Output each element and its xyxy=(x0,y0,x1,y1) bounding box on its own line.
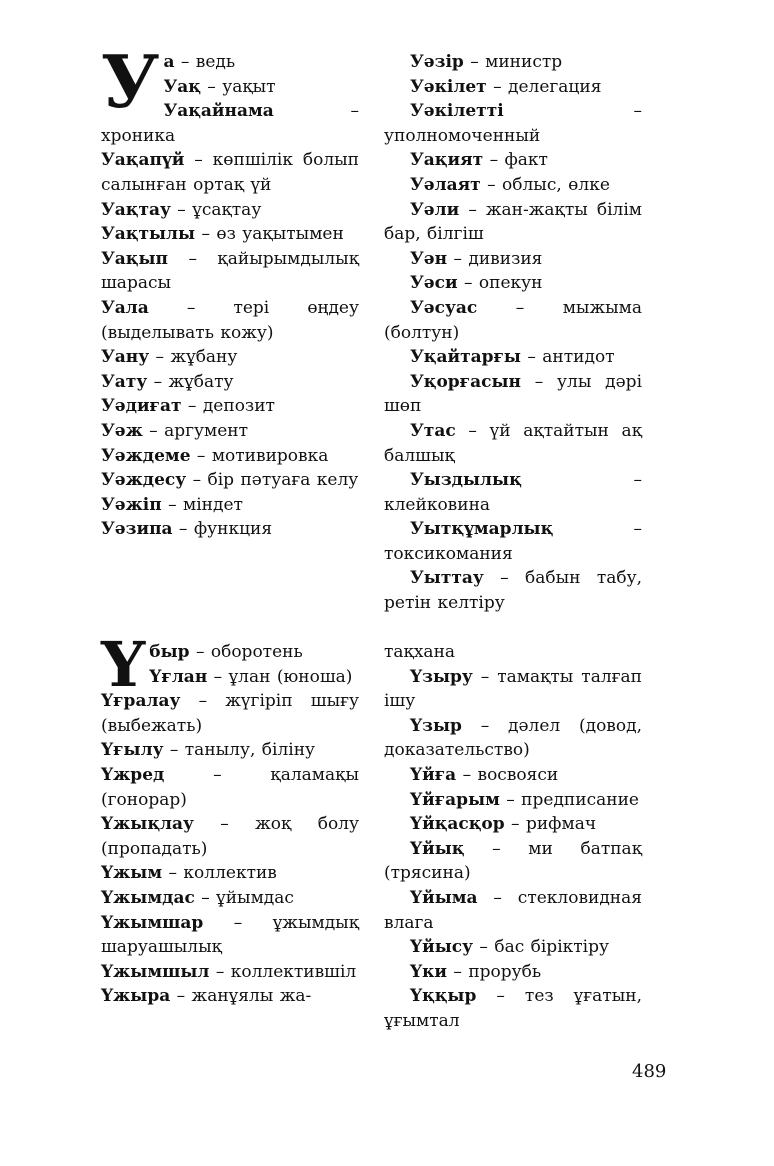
definition: – жұбату xyxy=(147,371,234,392)
dictionary-entry xyxy=(101,763,359,812)
headword: Утас xyxy=(410,420,456,441)
dictionary-entry xyxy=(384,75,642,100)
headword: Уәли xyxy=(410,199,460,220)
headword: Уәкілет xyxy=(410,76,487,97)
dictionary-entry xyxy=(384,198,642,247)
headword: Үзыру xyxy=(410,666,473,687)
headword: Үққыр xyxy=(410,986,477,1007)
definition: – жұбану xyxy=(149,347,238,368)
headword: Уәлаят xyxy=(410,174,481,195)
dictionary-entry xyxy=(384,50,642,75)
dictionary-entry xyxy=(384,247,642,272)
headword: Уақтау xyxy=(101,199,171,220)
headword: Уақият xyxy=(410,150,484,171)
dictionary-entry xyxy=(101,468,359,493)
headword: Уақтылы xyxy=(101,224,196,245)
definition: – предписание xyxy=(499,789,639,810)
headword: Уқайтарғы xyxy=(410,347,521,368)
headword: Үйыма xyxy=(410,887,478,908)
dictionary-entry xyxy=(384,714,642,763)
headword: Уату xyxy=(101,371,148,392)
definition: – дивизия xyxy=(447,248,543,269)
definition: – көпшілік болып салынған ортақ үй xyxy=(101,150,359,195)
headword: Үғралау xyxy=(101,691,181,712)
headword: Үғылу xyxy=(101,740,164,761)
dictionary-entry xyxy=(384,837,642,886)
headword: Уақ xyxy=(163,76,201,97)
headword: Үйысу xyxy=(410,937,474,958)
definition: – аргумент xyxy=(142,420,249,441)
dictionary-entry xyxy=(384,984,642,1033)
headword: Үжред xyxy=(101,764,165,785)
headword: Уәси xyxy=(410,273,458,294)
dictionary-entry xyxy=(384,960,642,985)
definition: – министр xyxy=(463,52,563,72)
definition: – функция xyxy=(172,519,273,540)
right-column xyxy=(384,50,642,616)
dictionary-entry xyxy=(101,148,359,197)
definition: – қайырымдылық шарасы xyxy=(101,248,359,294)
dictionary-entry xyxy=(384,517,642,566)
headword: Үйғарым xyxy=(410,789,500,810)
dictionary-entry xyxy=(384,99,642,148)
definition: – восвояси xyxy=(456,764,559,785)
dictionary-entry xyxy=(384,566,642,615)
dictionary-entry xyxy=(384,296,642,345)
headword: Уәсуас xyxy=(410,297,478,318)
headword: Уақып xyxy=(101,248,168,269)
definition: – рифмач xyxy=(504,814,597,835)
headword: Үки xyxy=(410,961,448,982)
definition: – мыжыма (болтун) xyxy=(384,297,642,343)
definition: – мотивировка xyxy=(190,445,329,466)
headword: Уәдиғат xyxy=(101,396,182,417)
dictionary-entry xyxy=(101,444,359,469)
definition: – тез ұғатын, ұғымтал xyxy=(384,986,642,1031)
definition: – коллектившіл xyxy=(209,961,357,982)
headword: Уану xyxy=(101,347,150,368)
page-number: 489 xyxy=(632,1061,667,1082)
definition: – тамақты талғап ішу xyxy=(384,666,642,712)
definition: – токсикомания xyxy=(384,519,642,564)
drop-cap-letter: У xyxy=(101,39,160,124)
definition: – облыс, өлке xyxy=(480,174,610,195)
definition: – жан-жақты білім бар, білгіш xyxy=(384,199,642,245)
dictionary-entry xyxy=(101,984,359,1009)
definition: – бабын табу, ретін келтіру xyxy=(384,568,642,614)
dictionary-entry xyxy=(384,812,642,837)
definition: – факт xyxy=(483,150,548,171)
dictionary-entry xyxy=(101,812,359,861)
definition: – қаламақы (гонорар) xyxy=(101,764,359,810)
dictionary-entry xyxy=(101,222,359,247)
definition: – уполномоченный xyxy=(384,101,642,146)
dictionary-entry xyxy=(384,665,642,714)
headword: быр xyxy=(149,642,190,662)
headword: Уән xyxy=(410,248,448,269)
dictionary-entry xyxy=(384,788,642,813)
right-column xyxy=(384,640,642,1034)
definition: – бір пәтуаға келу xyxy=(186,470,359,491)
headword: Үжыра xyxy=(101,986,171,1007)
entry-continuation: тақхана xyxy=(384,642,456,662)
drop-cap-letter: Ү xyxy=(101,628,146,701)
definition: – делегация xyxy=(486,76,602,97)
headword: Уқорғасын xyxy=(410,371,521,392)
headword: Уәждесу xyxy=(101,470,187,491)
definition: – ұйымдас xyxy=(194,887,294,908)
definition: – опекун xyxy=(457,273,543,294)
definition: – улы дәрі шөп xyxy=(384,371,642,417)
headword: Үжымшыл xyxy=(101,961,210,982)
headword: Үйға xyxy=(410,764,457,785)
headword: Үжықлау xyxy=(101,814,194,835)
definition: – тері өңдеу (выделывать кожу) xyxy=(101,297,359,343)
headword: Уала xyxy=(101,297,149,318)
definition: – жоқ болу (пропадать) xyxy=(101,814,359,859)
definition: – прорубь xyxy=(447,961,542,982)
definition: – стекловидная влага xyxy=(384,887,642,933)
headword: Үзыр xyxy=(410,715,462,736)
headword: а xyxy=(163,52,175,72)
dictionary-entry xyxy=(101,886,359,911)
headword: Үжым xyxy=(101,863,163,884)
headword: Уәзипа xyxy=(101,519,173,540)
dictionary-entry xyxy=(101,296,359,345)
headword: Үйқасқор xyxy=(410,814,505,835)
dictionary-entry xyxy=(101,247,359,296)
headword: Уәкілетті xyxy=(410,101,504,122)
dictionary-entry xyxy=(101,517,359,542)
dictionary-entry xyxy=(384,468,642,517)
headword: Уыттау xyxy=(410,568,484,589)
headword: Үйық xyxy=(410,838,465,859)
definition: – дәлел (довод, доказательство) xyxy=(384,715,642,761)
definition: – антидот xyxy=(520,347,615,368)
dictionary-entry xyxy=(384,886,642,935)
dictionary-entry xyxy=(384,935,642,960)
dictionary-entry xyxy=(101,198,359,223)
definition: – уақыт xyxy=(200,76,276,97)
dictionary-entry xyxy=(384,271,642,296)
definition: – жүгіріп шығу (выбежать) xyxy=(101,691,359,736)
dictionary-entry xyxy=(101,911,359,960)
definition: – бас біріктіру xyxy=(473,937,609,958)
dictionary-entry xyxy=(101,861,359,886)
headword: Үжымдас xyxy=(101,887,195,908)
headword: Уәжіп xyxy=(101,494,162,515)
definition: – өз уақытымен xyxy=(195,224,344,245)
definition: – депозит xyxy=(181,396,275,417)
definition: – міндет xyxy=(161,494,243,515)
dictionary-entry xyxy=(101,394,359,419)
headword: Үжымшар xyxy=(101,912,204,933)
headword: Уәждеме xyxy=(101,445,191,466)
headword: Уақапүй xyxy=(101,150,185,171)
dictionary-entry xyxy=(384,370,642,419)
dictionary-entry xyxy=(384,173,642,198)
definition: – ұжымдық шаруашылық xyxy=(101,912,359,958)
left-column xyxy=(101,39,359,542)
left-column xyxy=(101,628,359,1009)
dictionary-entry xyxy=(101,738,359,763)
dictionary-entry xyxy=(101,370,359,395)
dictionary-entry xyxy=(101,345,359,370)
definition: – ұсақтау xyxy=(170,199,262,220)
headword: Уәзір xyxy=(410,52,464,72)
headword: Уытқұмарлық xyxy=(410,519,554,540)
definition: – ведь xyxy=(174,52,236,72)
definition: – хроника xyxy=(101,101,359,146)
headword: Үғлан xyxy=(149,666,208,687)
dictionary-entry xyxy=(384,148,642,173)
headword: Уәж xyxy=(101,420,143,441)
dictionary-entry xyxy=(101,689,359,738)
definition: – коллектив xyxy=(162,863,277,884)
dictionary-entry xyxy=(384,345,642,370)
dictionary-entry xyxy=(101,960,359,985)
definition: – үй ақтайтын ақ балшық xyxy=(384,420,642,466)
definition: – жанұялы жа- xyxy=(170,986,312,1007)
dictionary-entry xyxy=(384,763,642,788)
definition: – клейковина xyxy=(384,470,642,515)
headword: Уақайнама xyxy=(163,101,274,122)
dictionary-entry xyxy=(384,419,642,468)
dictionary-entry xyxy=(101,419,359,444)
definition: – танылу, біліну xyxy=(163,740,316,761)
definition: – ұлан (юноша) xyxy=(207,666,353,687)
definition: – ми батпақ (трясина) xyxy=(384,838,642,884)
headword: Уыздылық xyxy=(410,470,522,491)
dictionary-entry xyxy=(101,493,359,518)
definition: – оборотень xyxy=(189,642,303,662)
